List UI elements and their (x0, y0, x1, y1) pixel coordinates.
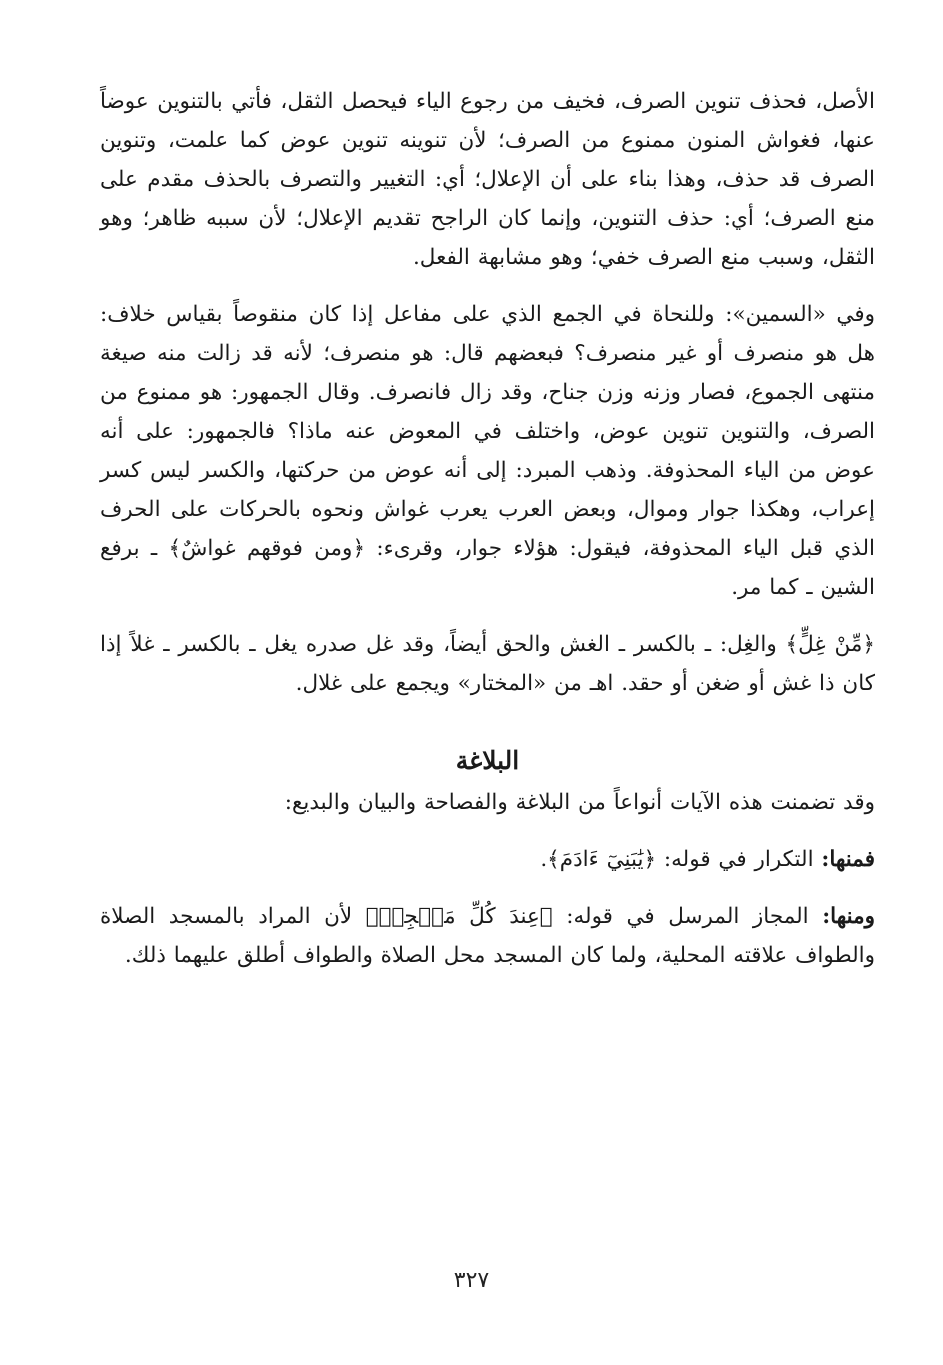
paragraph-usul: الأصل، فحذف تنوين الصرف، فخيف من رجوع الياء فيحصل الثقل، فأتي بالتنوين عوضاً عنها، فغواش المنون ممنوع من الصرف؛ لأن تنوينه تنوين عوض كما علمت، وتنوين الصرف قد حذف، وهذا بناء على أن الإعلال؛ أي: التغيير والتصرف بالحذف مقدم على منع الصرف؛ أي: حذف التنوين، وإنما كان الراجح تقديم الإعلال؛ لأن سببه ظاهر؛ وهو الثقل، وسبب منع الصرف خفي؛ وهو مشابهة الفعل. (100, 89, 875, 270)
page-number: ٣٢٧ (453, 1268, 490, 1293)
spacer (100, 277, 875, 295)
spacer (100, 879, 875, 897)
paragraph-samin: وفي «السمين»: وللنحاة في الجمع الذي على مفاعل إذا كان منقوصاً بقياس خلاف: هل هو منصرف أو غير منصرف؟ فبعضهم قال: هو منصرف؛ لأنه قد زالت منه صيغة منتهى الجموع، فصار وزنه وزن جناح، وقد زال فانصرف. وقال الجمهور: هو ممنوع من الصرف، والتنوين تنوين عوض، واختلف في المعوض عنه ماذا؟ فالجمهور: على أنه عوض من الياء المحذوفة. وذهب المبرد: إلى أنه عوض من حركتها، والكسر ليس كسر إعراب، وهكذا جوار وموال، وبعض العرب يعرب غواش ونحوه بالحركات على الحرف الذي قبل الياء المحذوفة، فيقول: هؤلاء جوار، وقرىء: ﴿ومن فوقهم غواشٌ﴾ ـ برفع الشين ـ كما مر. (100, 302, 875, 600)
item-lead: فمنها: (821, 847, 875, 872)
spacer (100, 822, 875, 840)
item-text: التكرار في قوله: ﴿يَٰبَنِيٓ ءَادَمَ﴾. (540, 847, 822, 872)
section-heading: البلاغة (455, 746, 520, 775)
page-body (100, 82, 875, 975)
item-text: المجاز المرسل في قوله: ﴿عِندَ كُلِّ مَسۡجِدٖ﴾ لأن المراد بالمسجد الصلاة والطواف علاقته المحلية، ولما كان المسجد محل الصلاة والطواف أطلق عليهما ذلك. (100, 904, 875, 968)
spacer (100, 607, 875, 625)
rhetoric-item-repetition (100, 840, 875, 879)
paragraph-ghil: ﴿مِّنْ غِلٍّ﴾ والغِل: ـ بالكسر ـ الغش والحق أيضاً، وقد غل صدره يغل ـ بالكسر ـ غلاً إذا كان ذا غش أو ضغن أو حقد. اهـ من «المختار» ويجمع على غلال. (100, 632, 875, 696)
section-intro: وقد تضمنت هذه الآيات أنواعاً من البلاغة والفصاحة والبيان والبديع: (284, 790, 875, 815)
item-lead: ومنها: (822, 904, 875, 929)
rhetoric-item-metonymy (100, 897, 875, 975)
